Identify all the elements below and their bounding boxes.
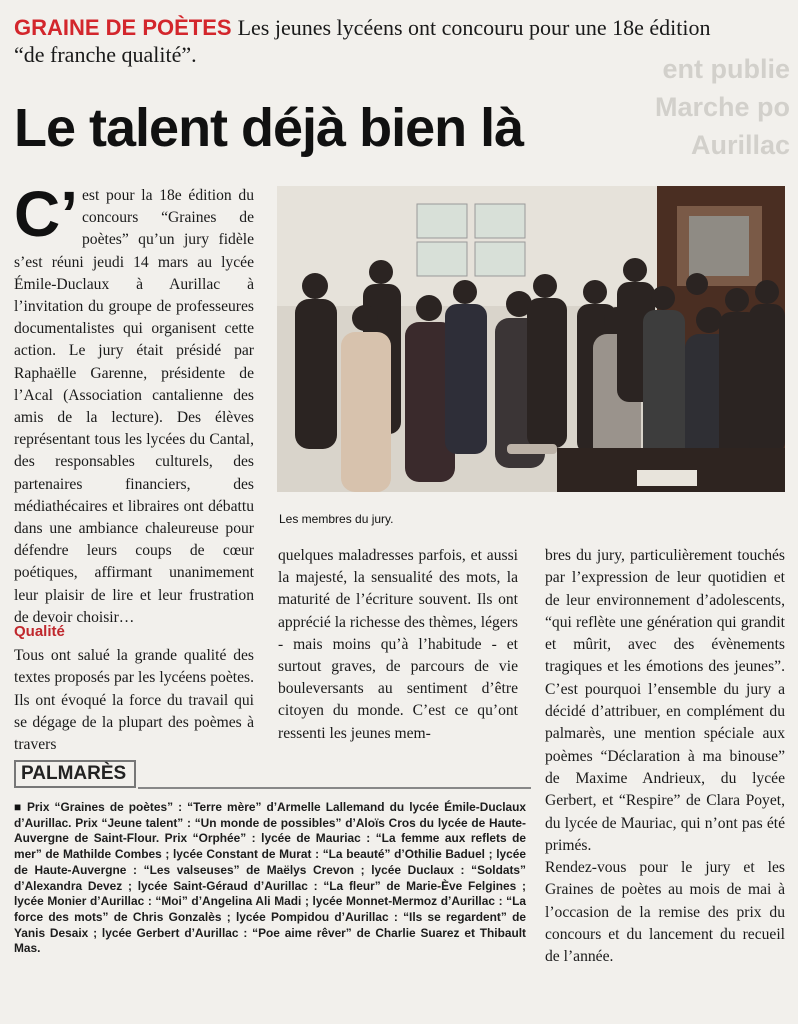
palmares-text: Prix “Graines de poètes” : “Terre mère” d’Armelle Lallemand du lycée Émile-Duclaux d’Aurillac. Prix “Jeune talent” : “Un monde de possibles” d’Aloïs Cros du lycée de Haute-Auvergne de Saint-Flour. Prix “Orphée” : lycée de Mauriac : “La femme aux reflets de mer” de Mathilde Combes ; lycée Constant de Murat : “La beauté” d’Othilie Baduel ; lycée de Haute-Auvergne : “Les valseuses” de Maëlys Crevon ; lycée Duclaux : “Soldats” d’Alexandra Devez ; lycée Saint-Géraud d’Aurillac : “La fleur” de Marie-Ève Felgines ; lycée Monier d’Aurillac : “Moi” d’Angelina Ali Madi ; lycée Monnet-Mermoz d’Aurillac : “La force des mots” de Chris Gonzalès ; lycée Pompidou d’Aurillac : “Ils se regardent” de Yanis Desaix ; lycée Gerbert d’Aurillac : “Poe aime rêver” de Charlie Suarez et Thibault Mas.: [14, 800, 527, 956]
qualite-text: Tous ont salué la grande qualité des textes proposés par les lycéens poètes. Ils ont évoqué la force du travail qui se dégage de la plupart des poèmes à travers: [14, 647, 254, 754]
kicker-text: Les jeunes lycéens ont concouru pour une 18e édition “de franche qualité”.: [14, 15, 711, 67]
qualite-heading: Qualité: [14, 623, 65, 640]
bullet-square-icon: ■: [14, 800, 23, 814]
kicker-label: GRAINE DE POÈTES: [14, 15, 232, 40]
lead-paragraph: [14, 178, 254, 629]
kicker: [14, 14, 714, 68]
photo-caption: Les membres du jury.: [279, 512, 394, 526]
jury-photo-illustration: [277, 186, 785, 492]
column-3: [545, 545, 785, 969]
lead-text: est pour la 18e édition du concours “Graines de poètes” qu’un jury fidèle s’est réuni jeudi 14 mars au lycée Émile-Duclaux à Aurillac à l’invitation du groupe de professeures documentalistes qui organisent cette action. Le jury était présidé par Raphaëlle Garenne, présidente de l’Acal (Association cantalienne des amis de la lecture). Des élèves représentant tous les lycées du Cantal, des responsables culturels, des partenaires financiers, des médiathécaires et libraires ont débattu dans une ambiance chaleureuse pour défendre leurs coups de cœur poétiques, affirmant unanimement leur plaisir de lire et leur frustration de devoir choisir…: [14, 187, 254, 626]
drop-cap: C’: [14, 178, 78, 250]
background-watermark-text: ent publie Marche po Aurillac: [654, 54, 790, 160]
palmares-rule: [138, 787, 531, 789]
column-3-paragraph-1: bres du jury, particulièrement touchés par l’expression de leur quotidien et de leur environnement d’adolescents, “qui reflète une génération qui grandit et mûrit, avec des évènements tragiques et les émotions des jeunes”. C’est pourquoi l’ensemble du jury a décidé d’attribuer, en complément du palmarès, une mention spéciale aux poèmes “Déclaration à ma binouse” de Maxime Andrieux, du lycée Gerbert, et “Respire” de Clara Poyet, du lycée de Mauriac, qui n’ont pas été primés.: [545, 547, 785, 854]
jury-photo: [277, 186, 785, 492]
column-3-paragraph-2: Rendez-vous pour le jury et les Graines de poètes au mois de mai à l’occasion de la remise des prix du concours et du lancement du recueil de l’année.: [545, 859, 785, 966]
headline: Le talent déjà bien là: [14, 98, 524, 158]
palmares-list: [14, 800, 526, 957]
palmares-heading: PALMARÈS: [14, 760, 136, 788]
column-2-text: quelques maladresses parfois, et aussi la majesté, la sensualité des mots, la maturité de l’écriture souvent. Ils ont apprécié la richesse des thèmes, légers - mais moins qu’à l’habitude - et surtout graves, de parcours de vie bouleversants au sentiment d’être citoyen du monde. C’est ce qu’ont ressenti les jeunes mem-: [278, 547, 518, 742]
qualite-section: [14, 615, 254, 756]
